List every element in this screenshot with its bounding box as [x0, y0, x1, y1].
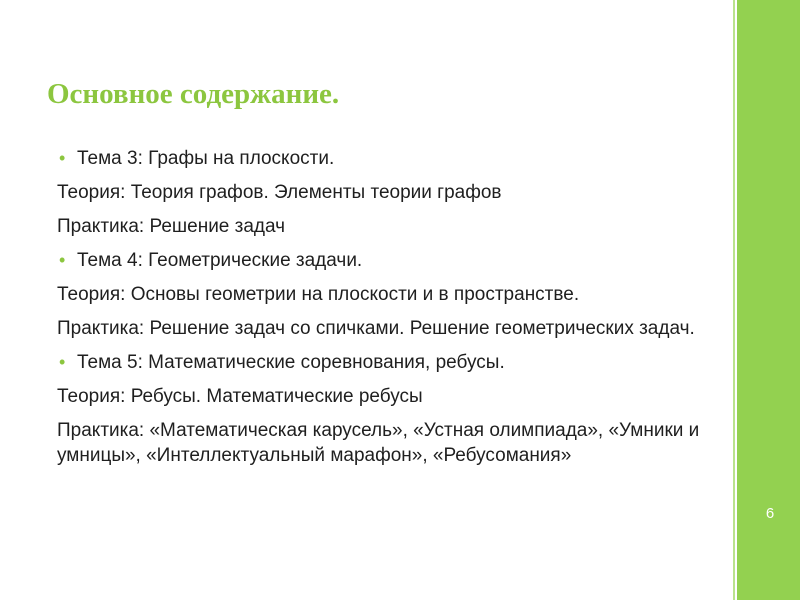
- bullet-dot-icon: •: [59, 250, 66, 270]
- page-number: 6: [765, 505, 775, 522]
- content-line: Практика: Решение задач со спичками. Решение геометрических задач.: [57, 318, 695, 339]
- side-bar-divider: [733, 0, 735, 600]
- bullet-dot-icon: •: [59, 352, 66, 372]
- bullet-dot-icon: •: [59, 148, 66, 168]
- content-line: Практика: Решение задач: [57, 216, 286, 237]
- slide-content: [57, 146, 707, 477]
- content-line: Практика: «Математическая карусель», «Устная олимпиада», «Умники и умницы», «Интеллектуальный марафон», «Ребусомания»: [57, 420, 700, 466]
- bullet-text: Тема 4: Геометрические задачи.: [77, 250, 363, 271]
- content-line: Теория: Основы геометрии на плоскости и в пространстве.: [57, 284, 580, 305]
- content-line: [57, 248, 707, 273]
- slide-title: Основное содержание.: [47, 78, 340, 111]
- content-line: [57, 350, 707, 375]
- content-line: Теория: Ребусы. Математические ребусы: [57, 386, 423, 407]
- bullet-text: Тема 5: Математические соревнования, ребусы.: [77, 352, 505, 373]
- bullet-text: Тема 3: Графы на плоскости.: [77, 148, 335, 169]
- content-line: [57, 146, 707, 171]
- content-line: Теория: Теория графов. Элементы теории графов: [57, 182, 502, 203]
